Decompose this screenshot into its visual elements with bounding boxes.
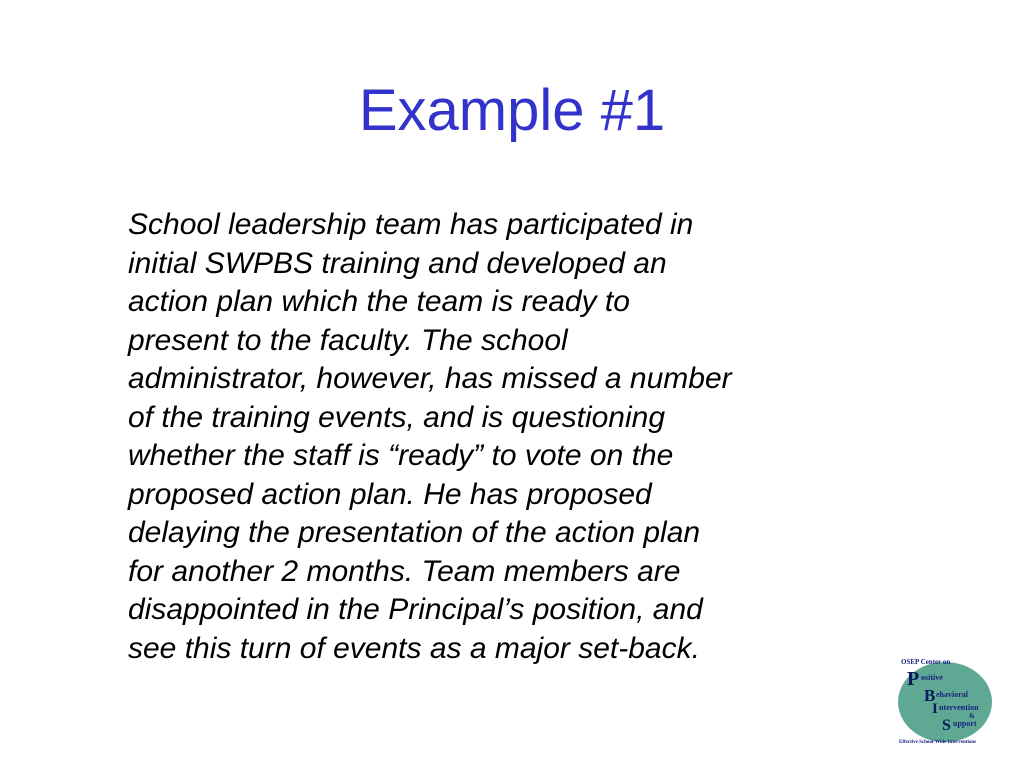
body-line: School leadership team has participated in <box>128 208 694 241</box>
body-line: see this turn of events as a major set-back. <box>128 631 700 665</box>
body-line: administrator, however, has missed a number <box>128 362 732 395</box>
body-line: for another 2 months. Team members are <box>128 554 681 588</box>
logo-letter-p: P <box>907 668 920 690</box>
body-line: present to the faculty. The school <box>128 323 568 357</box>
body-line: proposed action plan. He has proposed <box>128 477 652 511</box>
logo-word-intervention: ntervention <box>939 703 979 712</box>
pbis-logo <box>893 655 1013 745</box>
body-line: delaying the presentation of the action plan <box>128 516 701 549</box>
logo-word-positive: ositive <box>921 673 943 682</box>
logo-letter-b: B <box>924 686 936 705</box>
logo-word-support: upport <box>953 719 977 728</box>
body-line: action plan which the team is ready to <box>128 285 630 318</box>
body-line: of the training events, and is questioning <box>128 400 666 434</box>
logo-letter-s: S <box>942 717 951 734</box>
body-line: whether the staff is “ready” to vote on the <box>128 439 674 472</box>
slide-body-text <box>128 206 951 668</box>
logo-word-behavioral: ehavioral <box>936 690 968 699</box>
logo-letter-i: I <box>932 701 938 717</box>
logo-top-text: OSEP Center on <box>901 658 951 666</box>
logo-ampersand: & <box>969 712 975 720</box>
body-line: initial SWPBS training and developed an <box>128 246 667 280</box>
logo-bottom-text: Effective School-Wide Interventions <box>899 740 977 745</box>
slide-title: Example #1 <box>358 78 666 143</box>
body-line: disappointed in the Principal’s position, and <box>128 593 703 626</box>
